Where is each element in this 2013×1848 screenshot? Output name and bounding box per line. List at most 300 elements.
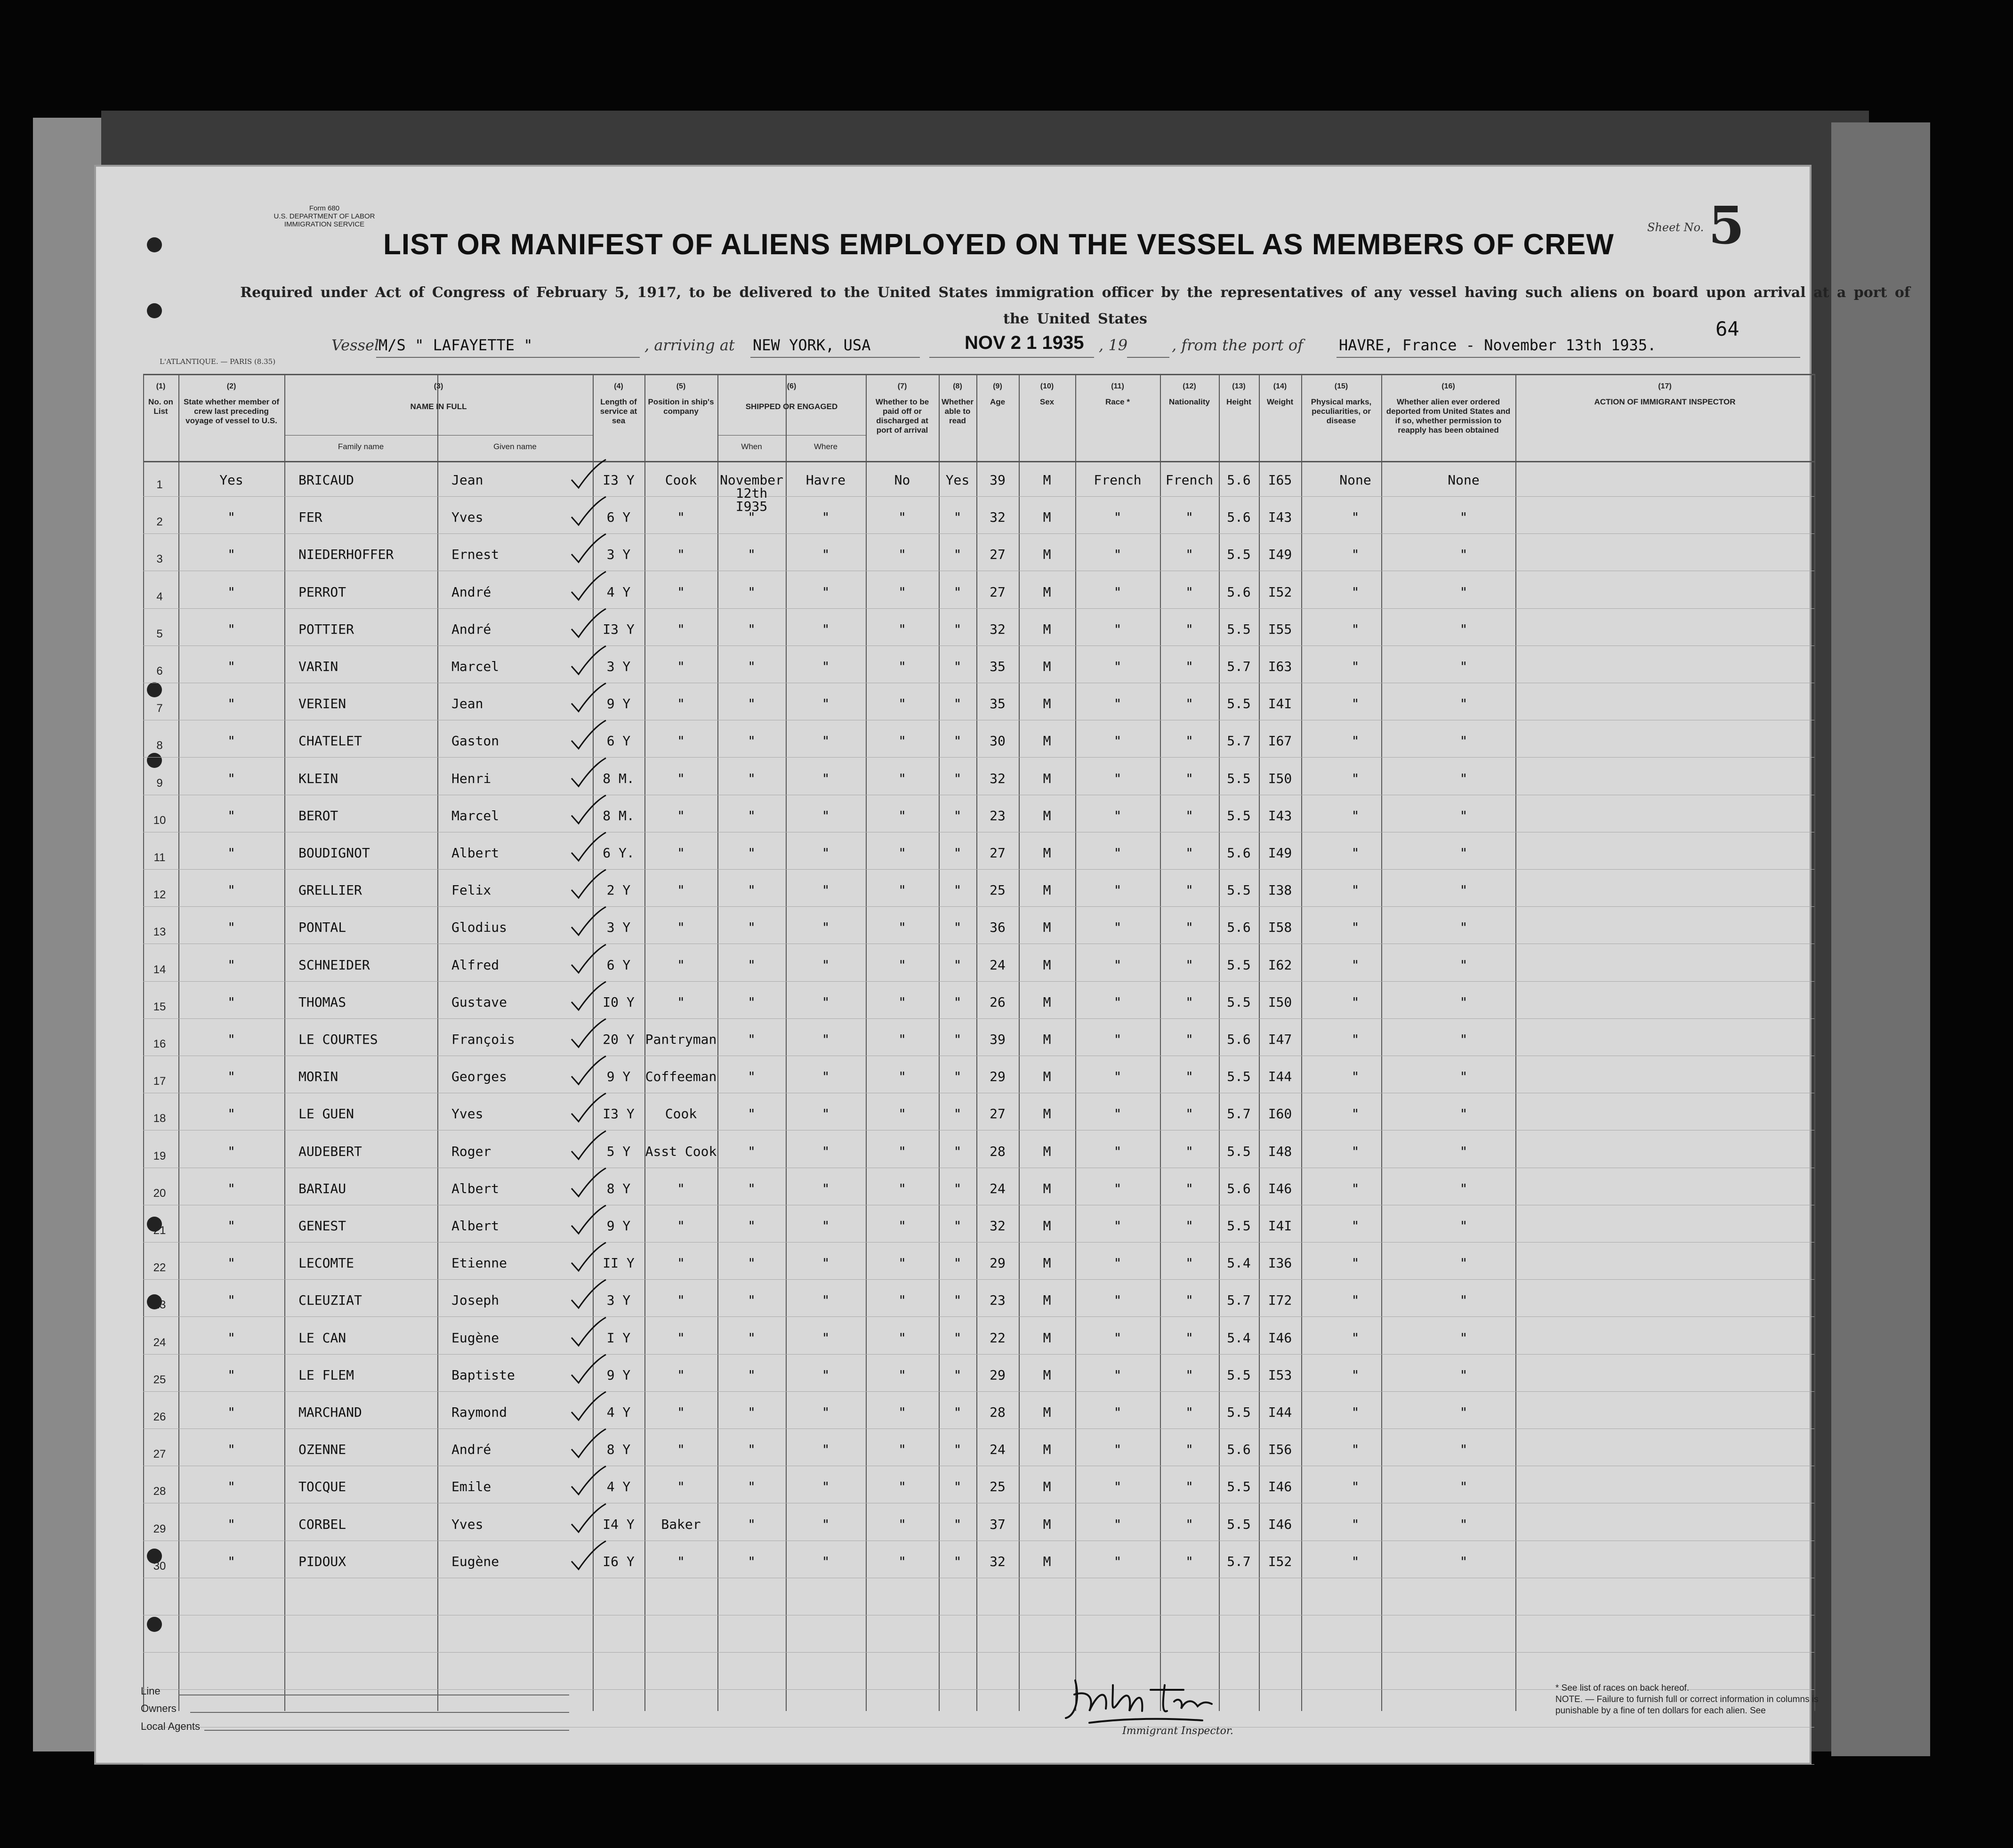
paid-off-cell: " xyxy=(898,1106,906,1122)
position-cell: " xyxy=(677,920,685,936)
shipped-when-cell: " xyxy=(748,1442,756,1458)
row-number: 27 xyxy=(153,1448,166,1461)
row-rule xyxy=(143,1764,1814,1765)
last-voyage-cell: " xyxy=(227,957,235,973)
nationality-cell: " xyxy=(1185,1404,1193,1420)
given-name-cell: Etienne xyxy=(451,1255,507,1271)
row-number: 12 xyxy=(153,888,166,902)
race-cell: " xyxy=(1113,1479,1122,1495)
service-length-cell: 3 Y xyxy=(606,659,631,674)
weight-cell: I46 xyxy=(1268,1180,1292,1196)
height-cell: 5.5 xyxy=(1227,1367,1251,1383)
deported-cell: " xyxy=(1459,807,1468,823)
race-cell: " xyxy=(1113,1143,1122,1159)
height-cell: 5.6 xyxy=(1227,472,1251,488)
paid-off-cell: " xyxy=(898,994,906,1010)
last-voyage-cell: " xyxy=(227,509,235,525)
weight-cell: I52 xyxy=(1268,584,1292,600)
family-name-cell: PERROT xyxy=(298,584,346,600)
check-mark-icon xyxy=(569,1092,607,1125)
can-read-cell: " xyxy=(953,509,962,525)
service-length-cell: 6 Y xyxy=(606,509,631,525)
shipped-where-cell: " xyxy=(821,621,830,637)
shipped-when-cell: " xyxy=(748,920,756,936)
weight-cell: I38 xyxy=(1268,882,1292,898)
deported-cell: " xyxy=(1459,994,1468,1010)
height-cell: 5.6 xyxy=(1227,509,1251,525)
last-voyage-cell: " xyxy=(227,1069,235,1085)
weight-cell: I49 xyxy=(1268,845,1292,861)
column-number: (9) xyxy=(993,382,1002,390)
can-read-cell: " xyxy=(953,1553,962,1569)
height-cell: 5.5 xyxy=(1227,770,1251,786)
shipped-when-cell: " xyxy=(748,1032,756,1047)
sex-cell: M xyxy=(1043,584,1051,600)
last-voyage-cell: " xyxy=(227,882,235,898)
physical-marks-cell: " xyxy=(1351,1143,1360,1159)
row-rule xyxy=(143,1428,1814,1429)
check-mark-icon xyxy=(569,682,607,715)
column-header: Height xyxy=(1226,397,1251,406)
row-number: 19 xyxy=(153,1149,166,1162)
vessel-name: M/S " LAFAYETTE " xyxy=(378,336,533,354)
family-name-cell: MORIN xyxy=(298,1069,338,1085)
sex-cell: M xyxy=(1043,1255,1051,1271)
shipped-when-cell: " xyxy=(748,659,756,674)
column-header: Length of service at sea xyxy=(600,397,637,425)
shipped-where-cell: " xyxy=(821,770,830,786)
race-cell: " xyxy=(1113,1404,1122,1420)
manifest-subtitle: Required under Act of Congress of February 5, 1917, to be delivered to the United States immigration officer by the representatives of any vessel having such aliens on board upon arrival at a port of the United States xyxy=(240,284,1910,327)
weight-cell: I46 xyxy=(1268,1330,1292,1346)
physical-marks-cell: " xyxy=(1351,1367,1360,1383)
age-cell: 32 xyxy=(990,770,1006,786)
given-name-cell: André xyxy=(451,584,491,600)
race-cell: " xyxy=(1113,1553,1122,1569)
family-name-cell: BRICAUD xyxy=(298,472,354,488)
height-cell: 5.5 xyxy=(1227,696,1251,712)
nationality-cell: " xyxy=(1185,1255,1193,1271)
shipped-where-cell: " xyxy=(821,1516,830,1532)
height-cell: 5.4 xyxy=(1227,1255,1251,1271)
deported-cell: None xyxy=(1448,472,1480,488)
position-cell: " xyxy=(677,957,685,973)
sheet-number-label: Sheet No. xyxy=(1647,221,1704,234)
age-cell: 26 xyxy=(990,994,1006,1010)
physical-marks-cell: " xyxy=(1351,920,1360,936)
column-header: Whether able to read xyxy=(942,397,974,425)
check-mark-icon xyxy=(569,981,607,1014)
column-number: (4) xyxy=(614,382,623,390)
row-number: 13 xyxy=(153,926,166,939)
given-name-cell: Glodius xyxy=(451,920,507,936)
height-cell: 5.5 xyxy=(1227,1479,1251,1495)
given-name-cell: Jean xyxy=(451,472,483,488)
service-length-cell: 4 Y xyxy=(606,1404,631,1420)
shipped-when-cell: " xyxy=(748,1255,756,1271)
race-cell: " xyxy=(1113,1255,1122,1271)
service-length-cell: 8 Y xyxy=(606,1180,631,1196)
last-voyage-cell: " xyxy=(227,584,235,600)
can-read-cell: " xyxy=(953,696,962,712)
position-cell: " xyxy=(677,882,685,898)
row-number: 15 xyxy=(153,1000,166,1013)
deported-cell: " xyxy=(1459,1218,1468,1234)
service-name: IMMIGRATION SERVICE xyxy=(284,220,365,228)
deported-cell: " xyxy=(1459,1069,1468,1085)
column-number: (7) xyxy=(897,382,907,390)
row-number: 5 xyxy=(156,627,163,640)
sex-cell: M xyxy=(1043,1218,1051,1234)
height-cell: 5.5 xyxy=(1227,1404,1251,1420)
row-number: 9 xyxy=(156,776,163,790)
owners-underline xyxy=(190,1712,569,1713)
date-underline xyxy=(929,357,1094,358)
column-number: (2) xyxy=(226,382,236,390)
race-cell: " xyxy=(1113,547,1122,563)
shipped-where-cell: " xyxy=(821,1106,830,1122)
weight-cell: I46 xyxy=(1268,1479,1292,1495)
service-length-cell: 20 Y xyxy=(603,1032,635,1047)
service-length-cell: 8 Y xyxy=(606,1442,631,1458)
sex-cell: M xyxy=(1043,1367,1051,1383)
nationality-cell: " xyxy=(1185,1106,1193,1122)
can-read-cell: " xyxy=(953,1180,962,1196)
shipped-when-cell: " xyxy=(748,584,756,600)
weight-cell: I52 xyxy=(1268,1553,1292,1569)
physical-marks-cell: " xyxy=(1351,1069,1360,1085)
service-length-cell: I Y xyxy=(606,1330,631,1346)
deported-cell: " xyxy=(1459,1180,1468,1196)
column-subheader: Family name xyxy=(338,442,384,451)
footnotes xyxy=(1555,1683,1819,1717)
column-number: (1) xyxy=(156,382,166,390)
family-name-cell: LE COURTES xyxy=(298,1032,378,1047)
can-read-cell: " xyxy=(953,733,962,749)
deported-cell: " xyxy=(1459,509,1468,525)
age-cell: 32 xyxy=(990,509,1006,525)
shipped-when-cell: " xyxy=(748,882,756,898)
family-name-cell: NIEDERHOFFER xyxy=(298,547,394,563)
row-number: 25 xyxy=(153,1373,166,1386)
weight-cell: I44 xyxy=(1268,1404,1292,1420)
can-read-cell: " xyxy=(953,1330,962,1346)
name-subheader-rule xyxy=(284,435,593,436)
row-number: 16 xyxy=(153,1038,166,1050)
service-length-cell: 8 M. xyxy=(603,770,635,786)
weight-cell: I49 xyxy=(1268,547,1292,563)
position-cell: " xyxy=(677,807,685,823)
column-header: NAME IN FULL xyxy=(410,402,467,411)
height-cell: 5.5 xyxy=(1227,1218,1251,1234)
nationality-cell: " xyxy=(1185,1553,1193,1569)
position-cell: " xyxy=(677,1479,685,1495)
column-number: (8) xyxy=(953,382,962,390)
paid-off-cell: " xyxy=(898,807,906,823)
physical-marks-cell: " xyxy=(1351,621,1360,637)
race-cell: " xyxy=(1113,1180,1122,1196)
race-cell: " xyxy=(1113,1032,1122,1047)
given-name-cell: Felix xyxy=(451,882,491,898)
row-number: 29 xyxy=(153,1522,166,1535)
age-cell: 27 xyxy=(990,584,1006,600)
nationality-cell: " xyxy=(1185,1218,1193,1234)
deported-cell: " xyxy=(1459,957,1468,973)
given-name-cell: Ernest xyxy=(451,547,499,563)
row-number: 2 xyxy=(156,516,163,529)
service-length-cell: 9 Y xyxy=(606,1069,631,1085)
deported-cell: " xyxy=(1459,584,1468,600)
sex-cell: M xyxy=(1043,659,1051,674)
check-mark-icon xyxy=(569,944,607,976)
weight-cell: I50 xyxy=(1268,770,1292,786)
deported-cell: " xyxy=(1459,696,1468,712)
height-cell: 5.6 xyxy=(1227,1180,1251,1196)
shipped-where-cell: " xyxy=(821,696,830,712)
check-mark-icon xyxy=(569,1279,607,1312)
shipped-when-cell: November 12th I935 xyxy=(720,472,783,514)
manifest-sheet xyxy=(94,165,1910,1765)
family-name-cell: POTTIER xyxy=(298,621,354,637)
position-cell: Cook xyxy=(665,472,697,488)
age-cell: 28 xyxy=(990,1404,1006,1420)
deported-cell: " xyxy=(1459,1330,1468,1346)
row-number: 14 xyxy=(153,963,166,976)
family-name-cell: LECOMTE xyxy=(298,1255,354,1271)
column-divider xyxy=(1814,374,1815,1711)
race-cell: " xyxy=(1113,1442,1122,1458)
service-length-cell: 3 Y xyxy=(606,1292,631,1308)
height-cell: 5.4 xyxy=(1227,1330,1251,1346)
agents-underline xyxy=(204,1730,569,1731)
column-subheader: When xyxy=(741,442,762,451)
weight-cell: I67 xyxy=(1268,733,1292,749)
family-name-cell: SCHNEIDER xyxy=(298,957,370,973)
family-name-cell: BARIAU xyxy=(298,1180,346,1196)
paid-off-cell: " xyxy=(898,845,906,861)
race-cell: " xyxy=(1113,920,1122,936)
shipped-when-cell: " xyxy=(748,770,756,786)
shipped-when-cell: " xyxy=(748,1516,756,1532)
penalty-note: NOTE. — Failure to furnish full or correct information in columns is punishable by a fine of ten dollars for each alien. See xyxy=(1555,1695,1819,1716)
given-name-cell: Raymond xyxy=(451,1404,507,1420)
sex-cell: M xyxy=(1043,920,1051,936)
can-read-cell: " xyxy=(953,1143,962,1159)
position-cell: " xyxy=(677,1367,685,1383)
paid-off-cell: " xyxy=(898,1442,906,1458)
paid-off-cell: " xyxy=(898,696,906,712)
physical-marks-cell: " xyxy=(1351,1218,1360,1234)
can-read-cell: " xyxy=(953,1032,962,1047)
last-voyage-cell: " xyxy=(227,994,235,1010)
arriving-underline xyxy=(750,357,920,358)
paid-off-cell: " xyxy=(898,1367,906,1383)
race-cell: " xyxy=(1113,882,1122,898)
column-header: Sex xyxy=(1039,397,1055,406)
check-mark-icon xyxy=(569,608,607,641)
sex-cell: M xyxy=(1043,1330,1051,1346)
row-number: 1 xyxy=(156,478,163,491)
column-subheader: Where xyxy=(813,442,838,451)
height-cell: 5.5 xyxy=(1227,1143,1251,1159)
family-name-cell: VARIN xyxy=(298,659,338,674)
can-read-cell: " xyxy=(953,1479,962,1495)
service-length-cell: 5 Y xyxy=(606,1143,631,1159)
family-name-cell: GRELLIER xyxy=(298,882,362,898)
service-length-cell: 9 Y xyxy=(606,696,631,712)
deported-cell: " xyxy=(1459,1553,1468,1569)
family-name-cell: PONTAL xyxy=(298,920,346,936)
paid-off-cell: " xyxy=(898,733,906,749)
can-read-cell: " xyxy=(953,1069,962,1085)
shipped-when-cell: " xyxy=(748,1367,756,1383)
race-cell: " xyxy=(1113,509,1122,525)
position-cell: " xyxy=(677,584,685,600)
age-cell: 25 xyxy=(990,1479,1006,1495)
shipped-when-cell: " xyxy=(748,1069,756,1085)
shipped-where-cell: " xyxy=(821,1404,830,1420)
service-length-cell: 3 Y xyxy=(606,547,631,563)
nationality-cell: " xyxy=(1185,807,1193,823)
position-cell: " xyxy=(677,733,685,749)
paid-off-cell: " xyxy=(898,1479,906,1495)
position-cell: Asst Cook xyxy=(645,1143,717,1159)
can-read-cell: " xyxy=(953,957,962,973)
nationality-cell: " xyxy=(1185,920,1193,936)
can-read-cell: " xyxy=(953,920,962,936)
shipped-where-cell: " xyxy=(821,1069,830,1085)
position-cell: " xyxy=(677,1180,685,1196)
height-cell: 5.5 xyxy=(1227,621,1251,637)
service-length-cell: 6 Y xyxy=(606,733,631,749)
family-name-cell: FER xyxy=(298,509,322,525)
check-mark-icon xyxy=(569,1540,607,1573)
service-length-cell: I3 Y xyxy=(603,621,635,637)
weight-cell: I44 xyxy=(1268,1069,1292,1085)
can-read-cell: " xyxy=(953,807,962,823)
year-underline xyxy=(1127,357,1169,358)
height-cell: 5.5 xyxy=(1227,547,1251,563)
from-label: , from the port of xyxy=(1172,336,1304,354)
position-cell: " xyxy=(677,845,685,861)
page-number: 64 xyxy=(1715,317,1739,340)
nationality-cell: " xyxy=(1185,621,1193,637)
weight-cell: I43 xyxy=(1268,509,1292,525)
physical-marks-cell: " xyxy=(1351,1106,1360,1122)
service-length-cell: I4 Y xyxy=(603,1516,635,1532)
height-cell: 5.5 xyxy=(1227,882,1251,898)
race-cell: " xyxy=(1113,957,1122,973)
shipped-subheader-rule xyxy=(717,435,866,436)
row-number: 26 xyxy=(153,1411,166,1423)
can-read-cell: " xyxy=(953,1255,962,1271)
physical-marks-cell: " xyxy=(1351,584,1360,600)
weight-cell: I60 xyxy=(1268,1106,1292,1122)
shipped-when-cell: " xyxy=(748,1292,756,1308)
row-rule xyxy=(143,1354,1814,1355)
given-name-cell: Roger xyxy=(451,1143,491,1159)
given-name-cell: Gustave xyxy=(451,994,507,1010)
weight-cell: I46 xyxy=(1268,1516,1292,1532)
paid-off-cell: " xyxy=(898,920,906,936)
family-name-cell: PIDOUX xyxy=(298,1553,346,1569)
agents-label: Local Agents xyxy=(141,1720,200,1732)
inspector-label: Immigrant Inspector. xyxy=(1122,1725,1233,1737)
form-number: Form 680 xyxy=(309,204,340,212)
position-cell: " xyxy=(677,1218,685,1234)
given-name-cell: Eugène xyxy=(451,1330,499,1346)
header-bottom-rule xyxy=(143,461,1814,462)
from-underline xyxy=(1337,357,1800,358)
age-cell: 23 xyxy=(990,807,1006,823)
weight-cell: I50 xyxy=(1268,994,1292,1010)
weight-cell: I43 xyxy=(1268,807,1292,823)
sex-cell: M xyxy=(1043,1069,1051,1085)
height-cell: 5.6 xyxy=(1227,1032,1251,1047)
family-name-cell: TOCQUE xyxy=(298,1479,346,1495)
weight-cell: I56 xyxy=(1268,1442,1292,1458)
last-voyage-cell: " xyxy=(227,621,235,637)
check-mark-icon xyxy=(569,571,607,604)
physical-marks-cell: " xyxy=(1351,1516,1360,1532)
physical-marks-cell: " xyxy=(1351,1032,1360,1047)
race-cell: " xyxy=(1113,1330,1122,1346)
column-header: No. on List xyxy=(148,397,173,416)
shipped-where-cell: " xyxy=(821,1442,830,1458)
nationality-cell: " xyxy=(1185,994,1193,1010)
row-number: 6 xyxy=(156,665,163,678)
shipped-where-cell: " xyxy=(821,882,830,898)
shipped-when-cell: " xyxy=(748,807,756,823)
service-length-cell: 9 Y xyxy=(606,1367,631,1383)
nationality-cell: " xyxy=(1185,733,1193,749)
row-number: 18 xyxy=(153,1112,166,1125)
physical-marks-cell: " xyxy=(1351,1255,1360,1271)
deported-cell: " xyxy=(1459,1479,1468,1495)
last-voyage-cell: " xyxy=(227,807,235,823)
given-name-cell: Albert xyxy=(451,1218,499,1234)
height-cell: 5.7 xyxy=(1227,1106,1251,1122)
weight-cell: I58 xyxy=(1268,920,1292,936)
position-cell: Pantryman xyxy=(645,1032,717,1047)
deported-cell: " xyxy=(1459,659,1468,674)
given-name-cell: Yves xyxy=(451,1106,483,1122)
given-name-cell: Marcel xyxy=(451,807,499,823)
last-voyage-cell: " xyxy=(227,547,235,563)
position-cell: " xyxy=(677,1404,685,1420)
height-cell: 5.6 xyxy=(1227,920,1251,936)
weight-cell: I36 xyxy=(1268,1255,1292,1271)
deported-cell: " xyxy=(1459,1292,1468,1308)
row-rule xyxy=(143,533,1814,534)
check-mark-icon xyxy=(569,1391,607,1424)
age-cell: 27 xyxy=(990,1106,1006,1122)
vessel-line xyxy=(331,332,1800,364)
column-header: Weight xyxy=(1266,397,1294,406)
paid-off-cell: " xyxy=(898,1553,906,1569)
given-name-cell: Baptiste xyxy=(451,1367,515,1383)
given-name-cell: André xyxy=(451,1442,491,1458)
manifest-title: LIST OR MANIFEST OF ALIENS EMPLOYED ON THE VESSEL AS MEMBERS OF CREW xyxy=(383,228,1614,261)
sex-cell: M xyxy=(1043,1553,1051,1569)
last-voyage-cell: " xyxy=(227,770,235,786)
row-number: 21 xyxy=(153,1224,166,1237)
physical-marks-cell: " xyxy=(1351,1442,1360,1458)
family-name-cell: AUDEBERT xyxy=(298,1143,362,1159)
weight-cell: I48 xyxy=(1268,1143,1292,1159)
row-number: 3 xyxy=(156,553,163,566)
deported-cell: " xyxy=(1459,1516,1468,1532)
